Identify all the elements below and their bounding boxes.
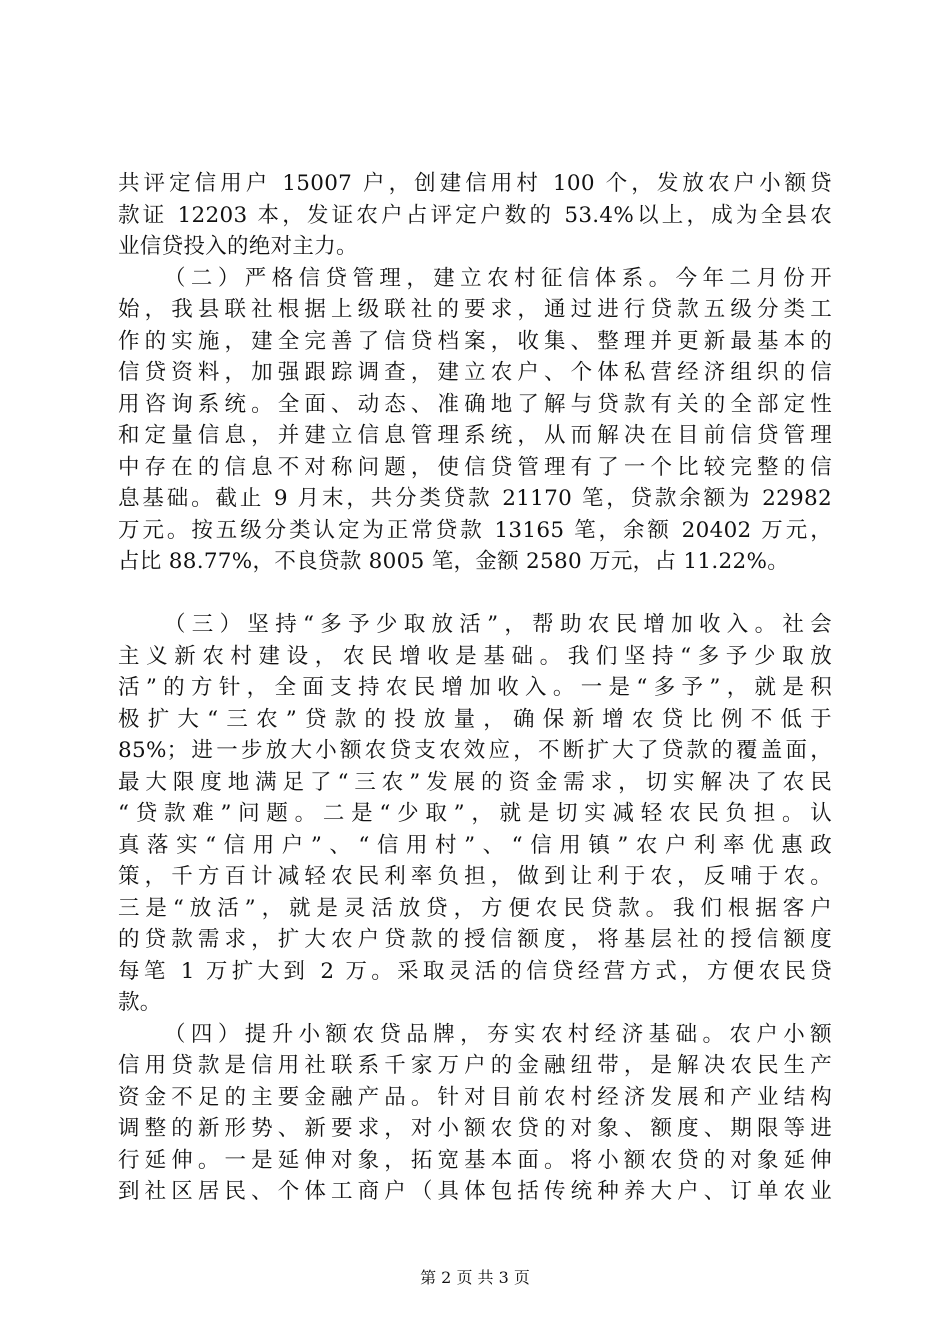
text-line: 息基础。截止 9 月末，共分类贷款 21170 笔，贷款余额为 22982 (118, 486, 832, 511)
text-line: 的贷款需求，扩大农户贷款的授信额度，将基层社的授信额度 (118, 927, 832, 952)
text-line: 资金不足的主要金融产品。针对目前农村经济发展和产业结构 (118, 1084, 832, 1110)
text-line: 作的实施，建全完善了信贷档案，收集、整理并更新最基本的 (118, 328, 832, 354)
text-line: 万元。按五级分类认定为正常贷款 13165 笔，余额 20402 万元， (118, 517, 832, 543)
text-line: 占比 88.77%，不良贷款 8005 笔，金额 2580 万元，占 11.22%。 (118, 549, 789, 574)
text-line: 款证 12203 本，发证农户占评定户数的 53.4%以上，成为全县农 (118, 202, 832, 228)
document-body (118, 168, 832, 1208)
text-line: 共评定信用户 15007 户，创建信用村 100 个，发放农户小额贷 (118, 171, 832, 196)
text-line: 活”的方针，全面支持农民增加收入。一是“多予”，就是积 (118, 675, 832, 700)
text-line: 三是“放活”，就是灵活放贷，方便农民贷款。我们根据客户 (118, 895, 832, 921)
paragraph (118, 1019, 832, 1208)
text-line: 和定量信息，并建立信息管理系统，从而解决在目前信贷管理 (118, 423, 832, 448)
text-line: 行延伸。一是延伸对象，拓宽基本面。将小额农贷的对象延伸 (118, 1147, 832, 1173)
text-line: 最大限度地满足了“三农”发展的资金需求，切实解决了农民 (118, 769, 832, 795)
text-line: 到社区居民、个体工商户（具体包括传统种养大户、订单农业 (118, 1179, 832, 1204)
text-line: （四）提升小额农贷品牌，夯实农村经济基础。农户小额 (164, 1021, 832, 1047)
text-line: 用咨询系统。全面、动态、准确地了解与贷款有关的全部定性 (118, 391, 832, 417)
page-footer (0, 1268, 950, 1288)
text-line: 每笔 1 万扩大到 2 万。采取灵活的信贷经营方式，方便农民贷 (118, 958, 832, 984)
text-line: “贷款难”问题。二是“少取”，就是切实减轻农民负担。认 (118, 801, 832, 826)
text-line: 85%；进一步放大小额农贷支农效应，不断扩大了贷款的覆盖面， (118, 738, 832, 763)
page-number-label: 第 2 页 共 3 页 (420, 1268, 530, 1287)
paragraph (118, 168, 832, 263)
text-line: 始，我县联社根据上级联社的要求，通过进行贷款五级分类工 (118, 297, 832, 322)
paragraph-gap (118, 578, 832, 610)
text-line: （二）严格信贷管理，建立农村征信体系。今年二月份开 (164, 265, 832, 291)
paragraph (118, 609, 832, 1019)
text-line: 极扩大“三农”贷款的投放量，确保新增农贷比例不低于 (118, 706, 832, 732)
text-line: 真落实“信用户”、“信用村”、“信用镇”农户利率优惠政 (118, 832, 832, 858)
text-line: 款。 (118, 990, 162, 1015)
text-line: 主义新农村建设，农民增收是基础。我们坚持“多予少取放 (118, 643, 832, 669)
text-line: 业信贷投入的绝对主力。 (118, 234, 358, 259)
text-line: （三）坚持“多予少取放活”，帮助农民增加收入。社会 (164, 612, 832, 637)
text-line: 调整的新形势、新要求，对小额农贷的对象、额度、期限等进 (118, 1116, 832, 1141)
text-line: 信贷资料，加强跟踪调查，建立农户、个体私营经济组织的信 (118, 360, 832, 385)
text-line: 中存在的信息不对称问题，使信贷管理有了一个比较完整的信 (118, 454, 832, 480)
text-line: 信用贷款是信用社联系千家万户的金融纽带，是解决农民生产 (118, 1053, 832, 1078)
text-line: 策，千方百计减轻农民利率负担，做到让利于农，反哺于农。 (118, 864, 832, 889)
paragraph (118, 263, 832, 578)
